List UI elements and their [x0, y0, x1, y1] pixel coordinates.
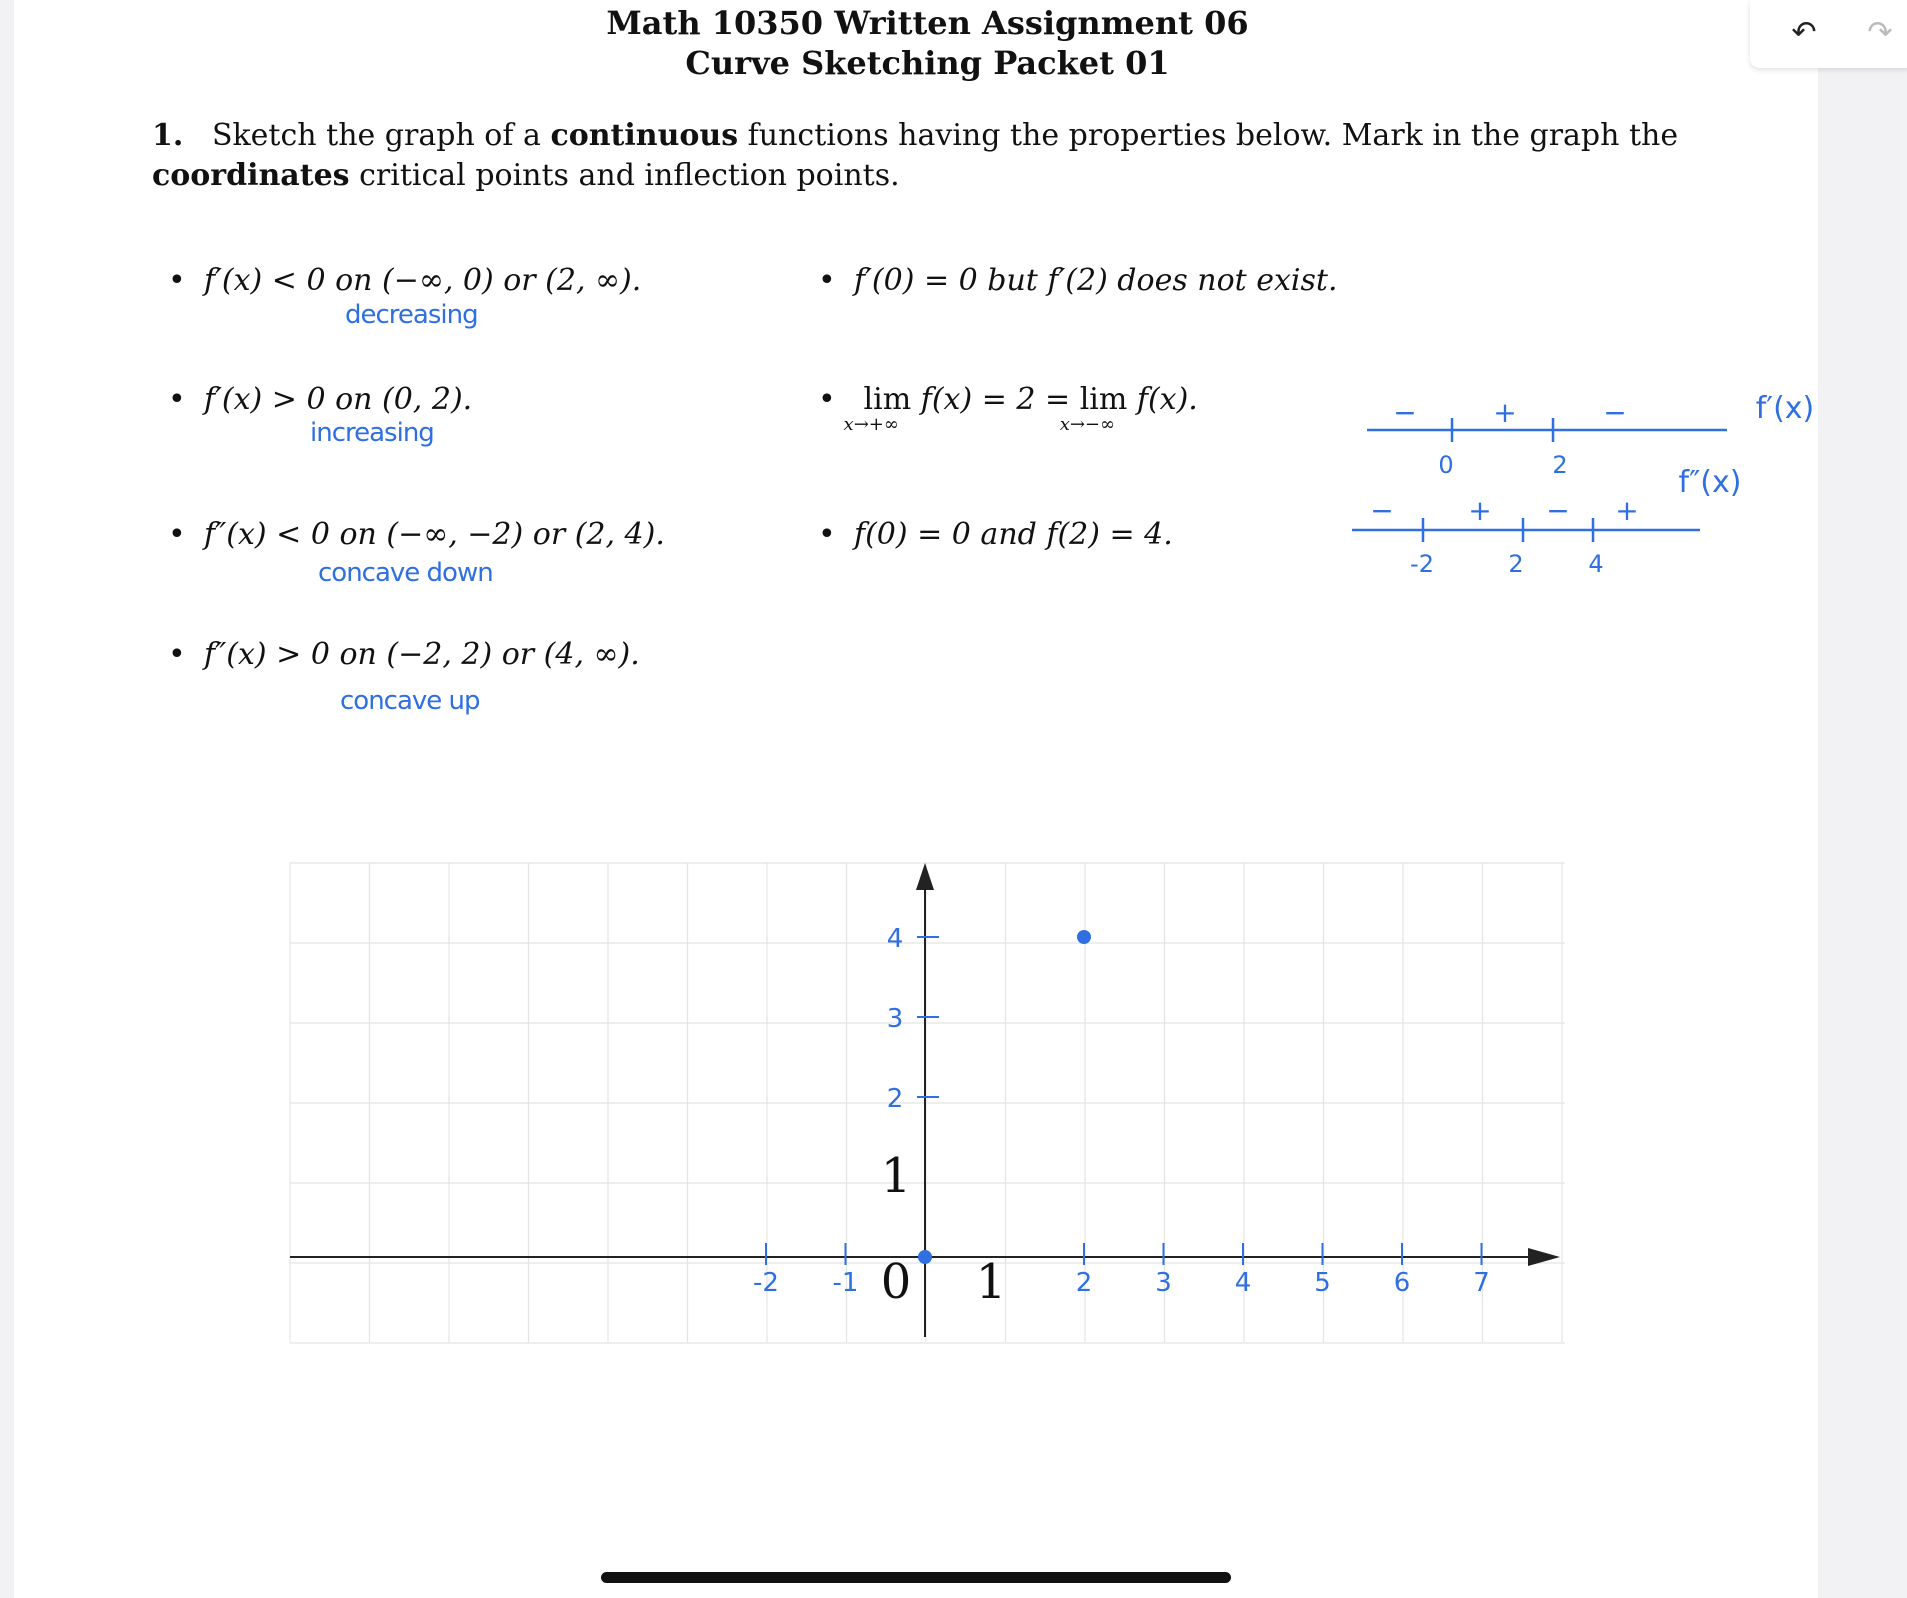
- redo-button[interactable]: [1858, 10, 1902, 54]
- x-tick-label-3: 3: [1155, 1268, 1172, 1298]
- fprime-sign-1: −: [1393, 396, 1417, 429]
- x-tick-label--2: -2: [753, 1268, 779, 1298]
- note-concave-down: concave down: [318, 558, 493, 588]
- property-fprime-negative: • f′(x) < 0 on (−∞, 0) or (2, ∞).: [168, 263, 642, 298]
- x-tick-label--1: -1: [832, 1268, 859, 1298]
- question-text-b: functions having the properties below. Mark in the graph the: [747, 118, 1679, 153]
- property-fdouble-negative: • f″(x) < 0 on (−∞, −2) or (2, 4).: [168, 517, 665, 552]
- question-bold-continuous: continuous: [550, 118, 739, 153]
- x-tick-label-2: 2: [1075, 1268, 1093, 1298]
- home-indicator[interactable]: [601, 1572, 1231, 1583]
- x-tick-label-7: 7: [1473, 1268, 1490, 1298]
- document-page: [14, 0, 1818, 1598]
- plotted-point: [1077, 930, 1091, 944]
- property-limits: • lim x→+∞ f(x) = 2 = lim x→−∞ f(x).: [818, 382, 1198, 435]
- drawing-toolbar: [1750, 0, 1907, 68]
- fdouble-sign-1: −: [1370, 494, 1394, 527]
- property-f-values: • f(0) = 0 and f(2) = 4.: [818, 517, 1173, 552]
- redo-icon: ↷: [1867, 14, 1893, 50]
- origin-label: 0: [880, 1254, 912, 1310]
- assignment-title: Math 10350 Written Assignment 06: [606, 4, 1249, 42]
- assignment-subtitle: Curve Sketching Packet 01: [685, 44, 1170, 82]
- x-one-label: 1: [975, 1254, 1007, 1310]
- question-text-c: critical points and inflection points.: [359, 158, 900, 193]
- fprime-sign-3: −: [1603, 396, 1627, 429]
- fdouble-tick-4: 4: [1588, 550, 1604, 578]
- sign-charts: [1340, 380, 1840, 590]
- coordinate-graph[interactable]: [285, 855, 1565, 1345]
- fdouble-sign-3: −: [1546, 494, 1570, 527]
- fprime-label: f′(x): [1755, 391, 1815, 426]
- fdouble-sign-4: +: [1615, 494, 1639, 527]
- property-fprime-positive: • f′(x) > 0 on (0, 2).: [168, 382, 473, 417]
- plotted-point: [918, 1250, 932, 1264]
- x-tick-label-4: 4: [1234, 1268, 1252, 1298]
- question-number: 1.: [152, 118, 184, 153]
- y-one-label: 1: [880, 1148, 912, 1204]
- property-fdouble-positive: • f″(x) > 0 on (−2, 2) or (4, ∞).: [168, 637, 640, 672]
- note-decreasing: decreasing: [345, 300, 478, 330]
- fdouble-label: f″(x): [1678, 465, 1742, 500]
- fdouble-tick-2: 2: [1508, 550, 1524, 578]
- fprime-sign-2: +: [1493, 396, 1517, 429]
- undo-button[interactable]: [1782, 10, 1826, 54]
- y-tick-label-4: 4: [886, 924, 904, 954]
- y-axis-arrow-icon: [916, 863, 934, 890]
- note-increasing: increasing: [310, 418, 434, 448]
- fdouble-sign-2: +: [1468, 494, 1492, 527]
- property-fprime-zero: • f′(0) = 0 but f′(2) does not exist.: [818, 263, 1338, 298]
- note-concave-up: concave up: [340, 686, 480, 716]
- question-text-a: Sketch the graph of a: [211, 118, 541, 153]
- undo-icon: ↶: [1791, 14, 1817, 50]
- x-tick-label-6: 6: [1393, 1268, 1411, 1298]
- fprime-tick-2: 2: [1552, 451, 1568, 479]
- fdouble-tick-neg2: -2: [1410, 550, 1434, 578]
- x-tick-label-5: 5: [1314, 1268, 1331, 1298]
- y-tick-label-2: 2: [886, 1084, 904, 1114]
- question-text: [152, 116, 1712, 196]
- fprime-tick-0: 0: [1438, 451, 1454, 479]
- y-tick-label-3: 3: [886, 1004, 904, 1034]
- question-bold-coordinates: coordinates: [152, 158, 350, 193]
